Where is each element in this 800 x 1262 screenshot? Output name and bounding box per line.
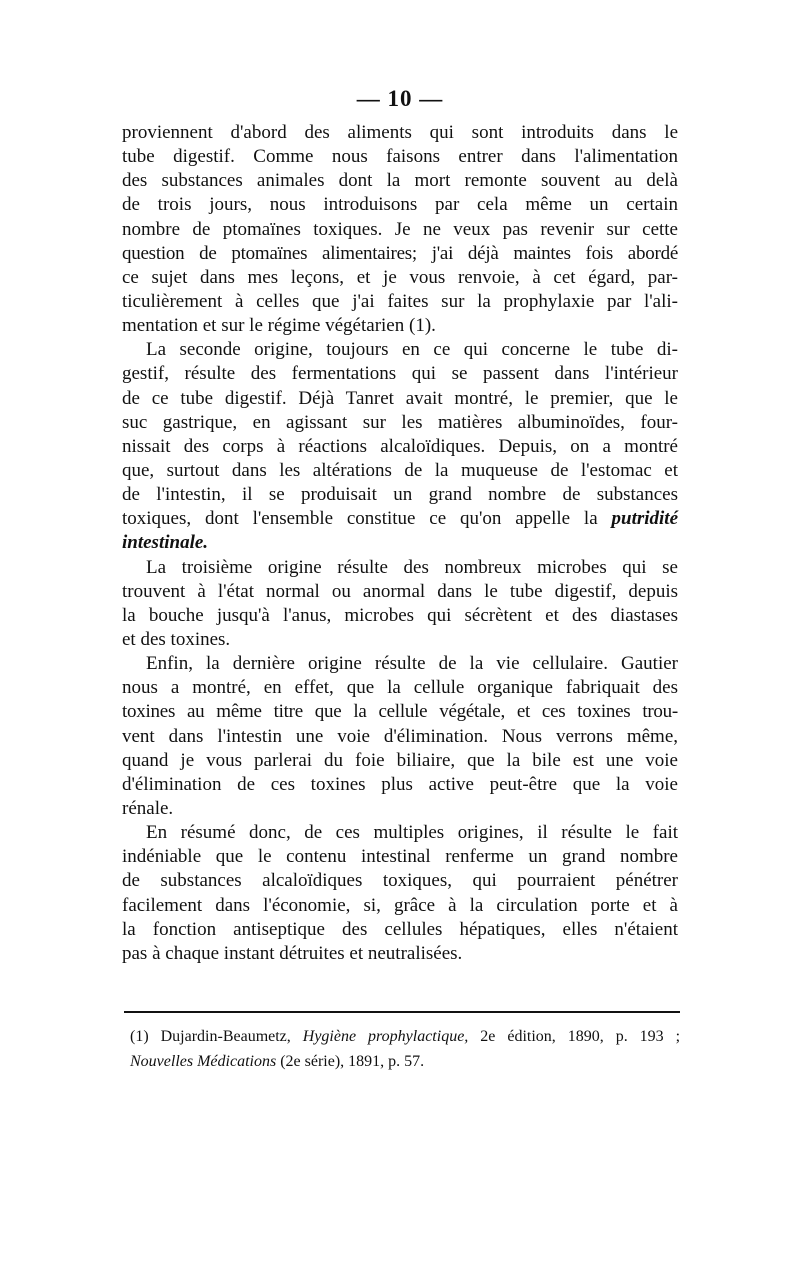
text-line: d'élimination de ces toxines plus active peut-être que la voie [122, 773, 678, 795]
text-line: de substances alcaloïdiques toxiques, qui pourraient pénétrer [122, 870, 678, 892]
text-line: ticulièrement à celles que j'ai faites sur la prophylaxie par l'ali- [122, 290, 678, 312]
text-line: ce sujet dans mes leçons, et je vous renvoie, à cet égard, par- [122, 266, 678, 288]
text-line: Enfin, la dernière origine résulte de la vie cellulaire. Gautier [146, 653, 678, 675]
footnote-title: Nouvelles Médications [130, 1053, 277, 1070]
text-line: proviennent d'abord des aliments qui sont introduits dans le [122, 122, 678, 143]
text-line [122, 507, 678, 531]
line-segment: toxiques, dont l'ensemble constitue ce qu'on appelle la [122, 508, 598, 530]
text-line: En résumé donc, de ces multiples origines, il résulte le fait [146, 822, 678, 844]
footnote-segment: 2e édition, 1890, p. 193 ; [480, 1028, 681, 1045]
footnote-line [130, 1049, 680, 1074]
footnote-segment: (1) Dujardin-Beaumetz, [130, 1028, 291, 1045]
text-line: pas à chaque instant détruites et neutralisées. [122, 942, 463, 964]
text-line: nombre de ptomaïnes toxiques. Je ne veux pas revenir sur cette [122, 218, 678, 240]
text-line: rénale. [122, 797, 174, 819]
italic-term: putridité [611, 508, 679, 530]
text-line: gestif, résulte des fermentations qui se passent dans l'intérieur [122, 363, 678, 385]
body-text [122, 121, 678, 966]
text-line: la fonction antiseptique des cellules hépatiques, elles n'étaient [122, 918, 678, 940]
footnote [130, 1024, 680, 1074]
footnote-title: Hygiène prophylactique, [302, 1028, 469, 1045]
text-line: de ce tube digestif. Déjà Tanret avait montré, le premier, que le [122, 387, 678, 409]
text-line: de trois jours, nous introduisons par cela même un certain [122, 194, 678, 216]
text-line: nissait des corps à réactions alcaloïdiques. Depuis, on a montré [122, 435, 678, 457]
text-line: La troisième origine résulte des nombreux microbes qui se [146, 556, 678, 578]
text-line: et des toxines. [122, 628, 231, 650]
text-line: des substances animales dont la mort remonte souvent au delà [122, 170, 678, 192]
text-line: tube digestif. Comme nous faisons entrer dans l'alimentation [122, 146, 678, 168]
text-line: quand je vous parlerai du foie biliaire, que la bile est une voie [122, 749, 678, 771]
text-line: vent dans l'intestin une voie d'élimination. Nous verrons même, [122, 725, 678, 747]
italic-term: intestinale. [122, 532, 209, 554]
text-line: question de ptomaïnes alimentaires; j'ai déjà maintes fois abordé [122, 242, 678, 264]
text-line: indéniable que le contenu intestinal renferme un grand nombre [122, 846, 678, 868]
text-line: que, surtout dans les altérations de la muqueuse de l'estomac et [122, 459, 678, 481]
text-line: La seconde origine, toujours en ce qui concerne le tube di- [146, 339, 678, 361]
text-line: suc gastrique, en agissant sur les matières albuminoïdes, four- [122, 411, 678, 433]
footnote-segment: (2e série), 1891, p. 57. [280, 1053, 425, 1070]
text-line: trouvent à l'état normal ou anormal dans le tube digestif, depuis [122, 580, 678, 602]
text-line: facilement dans l'économie, si, grâce à la circulation porte et à [122, 894, 678, 916]
page-number: — 10 — [356, 86, 444, 111]
text-line: nous a montré, en effet, que la cellule organique fabriquait des [122, 677, 678, 699]
footnote-divider [124, 1011, 680, 1013]
footnote-line [130, 1024, 680, 1049]
text-line: de l'intestin, il se produisait un grand nombre de substances [122, 484, 678, 506]
text-line [122, 531, 678, 555]
text-line: toxines au même titre que la cellule végétale, et ces toxines trou- [122, 701, 678, 723]
text-line: mentation et sur le régime végétarien (1). [122, 315, 436, 337]
text-line: la bouche jusqu'à l'anus, microbes qui sécrètent et des diastases [122, 604, 678, 626]
